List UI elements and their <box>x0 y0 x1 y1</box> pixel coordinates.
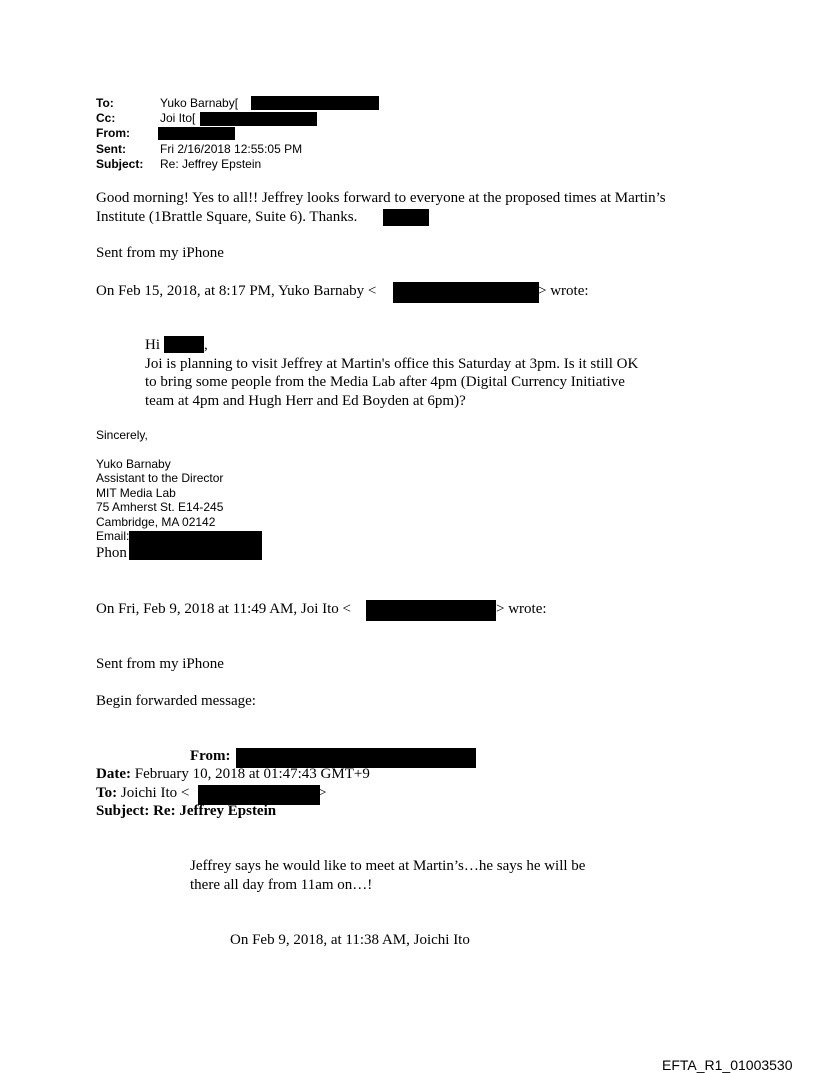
redaction-block <box>198 785 320 805</box>
forward-date-value: February 10, 2018 at 01:47:43 GMT+9 <box>134 766 370 782</box>
redaction-block <box>129 531 262 560</box>
to-label: To: <box>96 96 114 110</box>
redaction-block <box>393 282 539 303</box>
quote1-intro-a: On Feb 15, 2018, at 8:17 PM, Yuko Barnaby < <box>96 283 377 299</box>
bates-number: EFTA_R1_01003530 <box>662 1057 793 1073</box>
cc-label: Cc: <box>96 111 116 125</box>
sent-value: Fri 2/16/2018 12:55:05 PM <box>160 142 303 156</box>
forward-body-1: Jeffrey says he would like to meet at Martin’s…he says he will be <box>190 858 586 874</box>
quote2-intro-b: > wrote: <box>496 601 547 617</box>
signature-phone-label: Phon <box>96 545 127 561</box>
from-label: From: <box>96 126 130 140</box>
quote1-greeting: Hi <box>145 337 160 353</box>
redaction-block <box>164 336 204 353</box>
signature-org: MIT Media Lab <box>96 486 176 500</box>
redaction-block <box>236 748 476 768</box>
forward-body-2: there all day from 11am on…! <box>190 877 373 893</box>
redaction-block <box>200 112 317 126</box>
forward-from-label: From: <box>190 748 231 764</box>
quote1-body-3: team at 4pm and Hugh Herr and Ed Boyden at 6pm)? <box>145 393 466 409</box>
redaction-block <box>383 209 429 226</box>
quote2-forwarded: Begin forwarded message: <box>96 693 256 709</box>
forward-date-label: Date: <box>96 766 131 782</box>
forward-to-line <box>96 785 189 802</box>
signature-city: Cambridge, MA 02142 <box>96 515 216 529</box>
reply-line-2: Institute (1Brattle Square, Suite 6). Thanks. <box>96 209 358 225</box>
quote1-intro-b: > wrote: <box>538 283 589 299</box>
signature-title: Assistant to the Director <box>96 471 224 485</box>
signature-closing: Sincerely, <box>96 428 148 442</box>
quote1-greeting-comma: , <box>204 337 208 353</box>
subject-value: Re: Jeffrey Epstein <box>160 157 262 171</box>
subject-label: Subject: <box>96 157 144 171</box>
forward-subject-label: Subject: <box>96 803 150 819</box>
forward-subject-line <box>96 803 276 820</box>
forward-to-close: > <box>318 785 327 801</box>
signature-street: 75 Amherst St. E14-245 <box>96 500 224 514</box>
forward-to-label: To: <box>96 785 118 801</box>
forward-subject-value: Re: Jeffrey Epstein <box>153 803 277 819</box>
reply-signoff: Sent from my iPhone <box>96 245 224 261</box>
sent-label: Sent: <box>96 142 126 156</box>
signature-email-label: Email: <box>96 529 130 543</box>
redaction-block <box>158 127 235 140</box>
signature-name: Yuko Barnaby <box>96 457 171 471</box>
quote2-signoff: Sent from my iPhone <box>96 656 224 672</box>
quote1-body-1: Joi is planning to visit Jeffrey at Martin's office this Saturday at 3pm. Is it still OK <box>145 356 639 372</box>
quote1-body-2: to bring some people from the Media Lab after 4pm (Digital Currency Initiative <box>145 374 625 390</box>
to-value: Yuko Barnaby[ <box>160 96 239 110</box>
reply-line-1: Good morning! Yes to all!! Jeffrey looks forward to everyone at the proposed times at Martin’s <box>96 190 666 206</box>
cc-value: Joi Ito[ <box>160 111 196 125</box>
quote2-intro-a: On Fri, Feb 9, 2018 at 11:49 AM, Joi Ito < <box>96 601 351 617</box>
forward-to-value: Joichi Ito < <box>120 785 190 801</box>
forward-date-line <box>96 766 370 783</box>
forward-quote-intro: On Feb 9, 2018, at 11:38 AM, Joichi Ito <box>230 932 470 948</box>
redaction-block <box>366 600 496 621</box>
redaction-block <box>251 96 379 110</box>
